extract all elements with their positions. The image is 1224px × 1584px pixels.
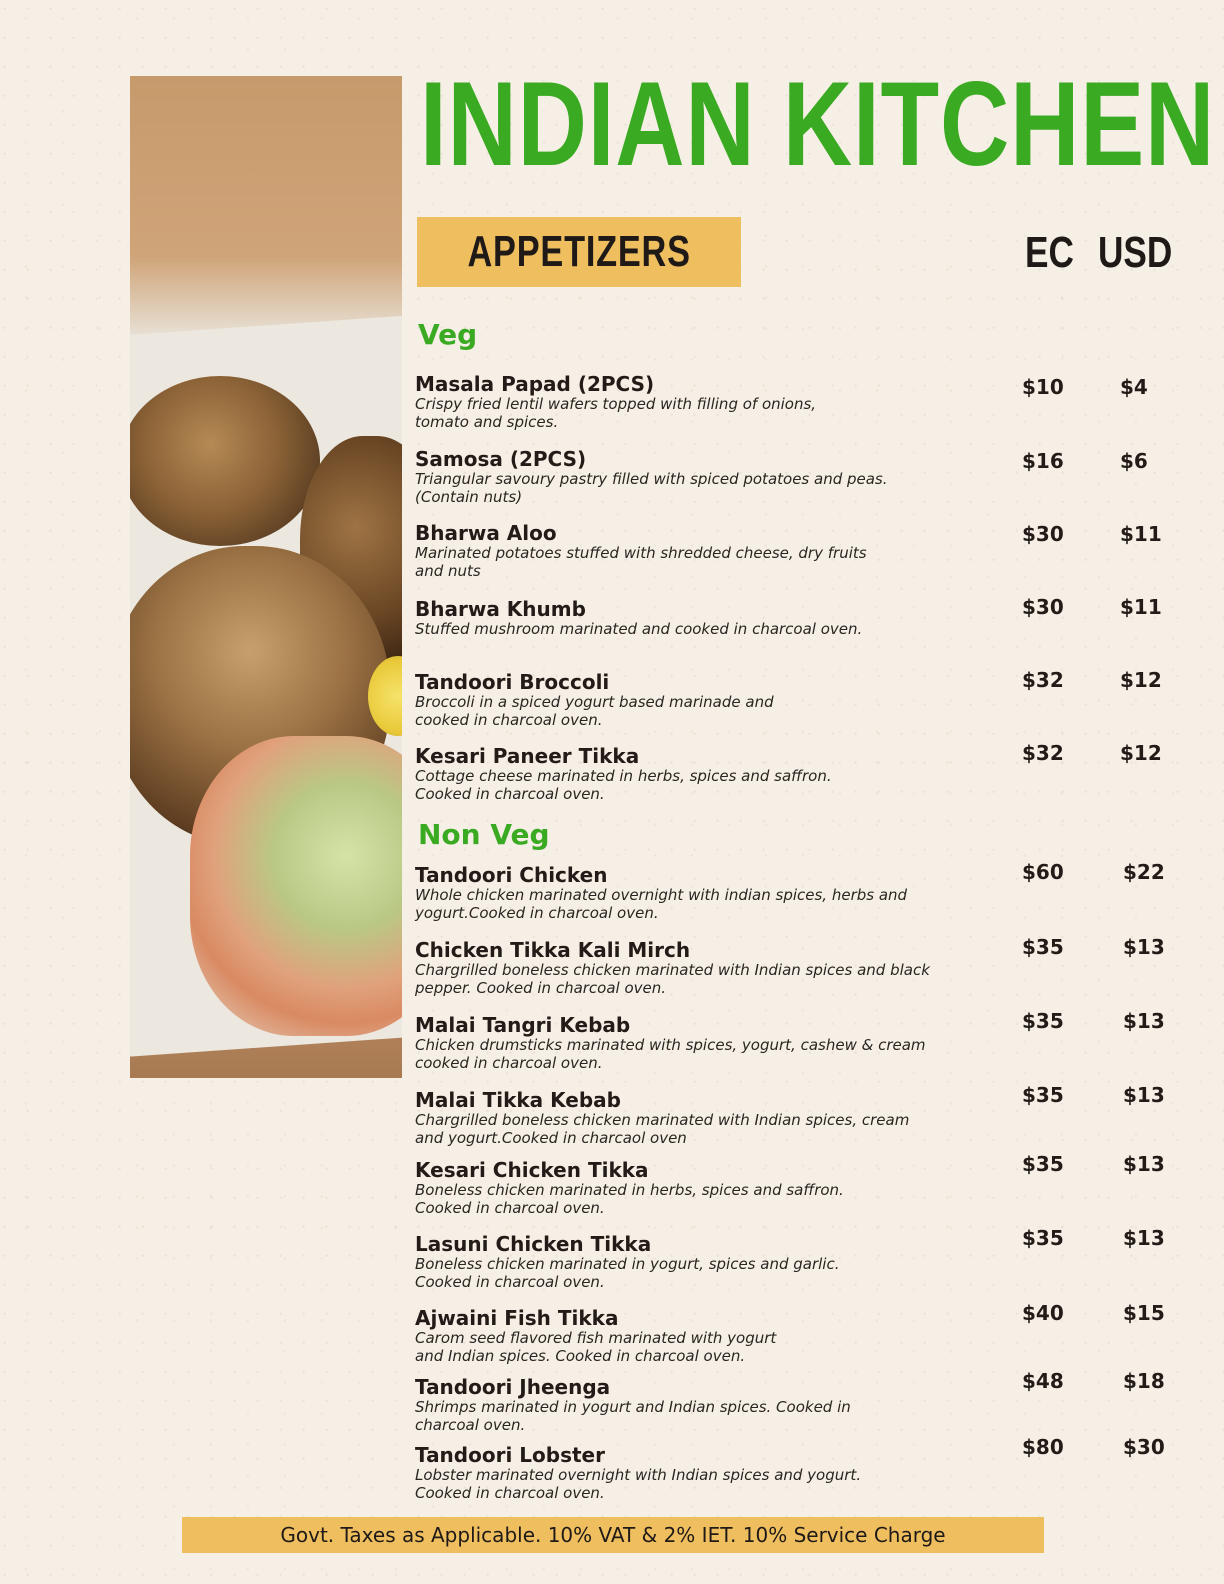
item-name: Lasuni Chicken Tikka xyxy=(415,1232,652,1256)
food-photo xyxy=(130,76,402,1078)
item-description: pepper. Cooked in charcoal oven. xyxy=(415,979,667,997)
item-name: Ajwaini Fish Tikka xyxy=(415,1306,619,1330)
item-name: Malai Tangri Kebab xyxy=(415,1013,631,1037)
ec-column-header: EC xyxy=(1025,228,1074,277)
price-ec: $80 xyxy=(1022,1435,1064,1459)
item-description: Cottage cheese marinated in herbs, spices and saffron. xyxy=(415,767,832,785)
menu-item xyxy=(415,521,1005,581)
item-name: Samosa (2PCS) xyxy=(415,447,587,471)
banner-label: APPETIZERS xyxy=(467,227,691,276)
menu-item xyxy=(415,863,1005,923)
item-name: Bharwa Khumb xyxy=(415,597,586,621)
item-description: Chargrilled boneless chicken marinated with Indian spices and black xyxy=(415,961,930,979)
section-banner xyxy=(417,217,741,287)
menu-item xyxy=(415,597,1005,638)
menu-item xyxy=(415,1375,1005,1435)
item-description: cooked in charcoal oven. xyxy=(415,711,603,729)
item-description: Crispy fried lentil wafers topped with filling of onions, xyxy=(415,395,817,413)
price-ec: $35 xyxy=(1022,1009,1064,1033)
item-description: Broccoli in a spiced yogurt based marinade and xyxy=(415,693,774,711)
item-description: tomato and spices. xyxy=(415,413,559,431)
price-usd: $30 xyxy=(1123,1435,1165,1459)
price-ec: $40 xyxy=(1022,1301,1064,1325)
menu-item xyxy=(415,447,1005,507)
price-usd: $4 xyxy=(1120,375,1148,399)
price-ec: $60 xyxy=(1022,860,1064,884)
price-usd: $11 xyxy=(1120,522,1162,546)
item-description: Boneless chicken marinated in yogurt, spices and garlic. xyxy=(415,1255,840,1273)
menu-item xyxy=(415,1443,1005,1503)
price-usd: $15 xyxy=(1123,1301,1165,1325)
item-description: cooked in charcoal oven. xyxy=(415,1054,603,1072)
price-usd: $12 xyxy=(1120,741,1162,765)
item-description: charcoal oven. xyxy=(415,1416,526,1434)
item-description: Boneless chicken marinated in herbs, spices and saffron. xyxy=(415,1181,844,1199)
price-usd: $6 xyxy=(1120,449,1148,473)
item-description: Carom seed flavored fish marinated with yogurt xyxy=(415,1329,777,1347)
menu-item xyxy=(415,1158,1005,1218)
item-description: Chicken drumsticks marinated with spices, yogurt, cashew & cream xyxy=(415,1036,926,1054)
menu-title: INDIAN KITCHEN xyxy=(420,57,1216,191)
price-usd: $22 xyxy=(1123,860,1165,884)
price-ec: $30 xyxy=(1022,522,1064,546)
price-ec: $35 xyxy=(1022,1226,1064,1250)
price-usd: $13 xyxy=(1123,1083,1165,1107)
price-usd: $13 xyxy=(1123,935,1165,959)
menu-item xyxy=(415,1232,1005,1292)
price-usd: $13 xyxy=(1123,1152,1165,1176)
menu-item xyxy=(415,938,1005,998)
item-description: Cooked in charcoal oven. xyxy=(415,1484,605,1502)
price-ec: $16 xyxy=(1022,449,1064,473)
price-usd: $18 xyxy=(1123,1369,1165,1393)
price-ec: $48 xyxy=(1022,1369,1064,1393)
menu-item xyxy=(415,1088,1005,1148)
veg-section-heading: Veg xyxy=(418,318,478,351)
usd-column-header: USD xyxy=(1098,228,1173,277)
nonveg-section-heading: Non Veg xyxy=(418,818,550,851)
item-description: Cooked in charcoal oven. xyxy=(415,785,605,803)
price-ec: $35 xyxy=(1022,935,1064,959)
item-name: Tandoori Jheenga xyxy=(415,1375,611,1399)
item-description: and nuts xyxy=(415,562,481,580)
item-name: Tandoori Lobster xyxy=(415,1443,605,1467)
price-ec: $35 xyxy=(1022,1152,1064,1176)
menu-item xyxy=(415,744,1005,804)
item-name: Tandoori Broccoli xyxy=(415,670,610,694)
item-description: Marinated potatoes stuffed with shredded cheese, dry fruits xyxy=(415,544,867,562)
item-name: Kesari Paneer Tikka xyxy=(415,744,640,768)
price-ec: $35 xyxy=(1022,1083,1064,1107)
item-name: Chicken Tikka Kali Mirch xyxy=(415,938,691,962)
item-name: Kesari Chicken Tikka xyxy=(415,1158,649,1182)
salad-shape xyxy=(190,736,402,1036)
item-name: Masala Papad (2PCS) xyxy=(415,372,655,396)
price-usd: $13 xyxy=(1123,1009,1165,1033)
item-description: and Indian spices. Cooked in charcoal oven. xyxy=(415,1347,746,1365)
item-description: Cooked in charcoal oven. xyxy=(415,1273,605,1291)
price-ec: $32 xyxy=(1022,668,1064,692)
item-description: Whole chicken marinated overnight with indian spices, herbs and xyxy=(415,886,908,904)
price-ec: $30 xyxy=(1022,595,1064,619)
item-description: Cooked in charcoal oven. xyxy=(415,1199,605,1217)
item-description: Stuffed mushroom marinated and cooked in charcoal oven. xyxy=(415,620,863,638)
item-description: and yogurt.Cooked in charcaol oven xyxy=(415,1129,687,1147)
menu-item xyxy=(415,1306,1005,1366)
item-name: Malai Tikka Kebab xyxy=(415,1088,621,1112)
menu-item xyxy=(415,1013,1005,1073)
item-description: Lobster marinated overnight with Indian spices and yogurt. xyxy=(415,1466,862,1484)
tax-footer: Govt. Taxes as Applicable. 10% VAT & 2% IET. 10% Service Charge xyxy=(182,1517,1044,1553)
item-description: Shrimps marinated in yogurt and Indian spices. Cooked in xyxy=(415,1398,851,1416)
price-ec: $32 xyxy=(1022,741,1064,765)
menu-item xyxy=(415,372,1005,432)
item-description: Triangular savoury pastry filled with spiced potatoes and peas. xyxy=(415,470,888,488)
price-usd: $12 xyxy=(1120,668,1162,692)
price-ec: $10 xyxy=(1022,375,1064,399)
price-usd: $11 xyxy=(1120,595,1162,619)
item-description: yogurt.Cooked in charcoal oven. xyxy=(415,904,659,922)
item-description: (Contain nuts) xyxy=(415,488,523,506)
item-name: Tandoori Chicken xyxy=(415,863,608,887)
menu-item xyxy=(415,670,1005,730)
item-name: Bharwa Aloo xyxy=(415,521,557,545)
price-usd: $13 xyxy=(1123,1226,1165,1250)
item-description: Chargrilled boneless chicken marinated with Indian spices, cream xyxy=(415,1111,910,1129)
